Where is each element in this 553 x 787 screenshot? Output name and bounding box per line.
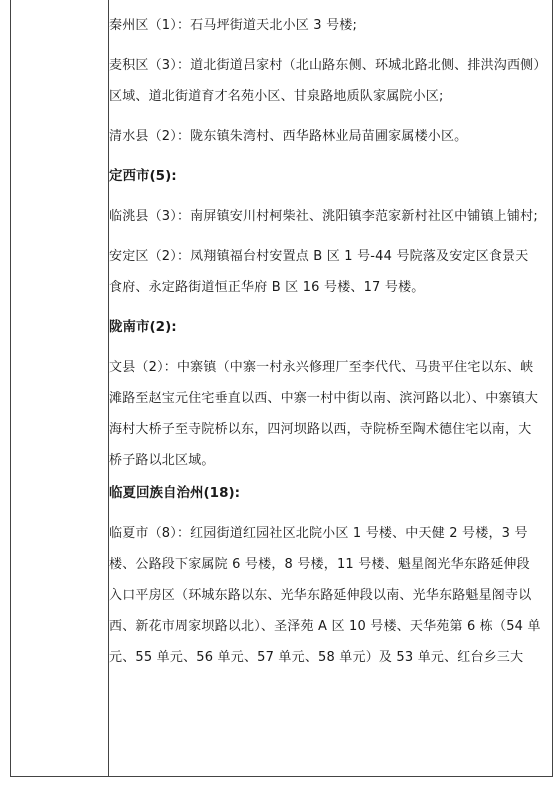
- table-content-cell: [109, 0, 541, 673]
- paragraph-maiji: 麦积区（3）：道北街道吕家村（北山路东侧、环城北路北侧、排洪沟西侧）区域、道北街道育才名苑小区、甘泉路地质队家属院小区;: [109, 58, 541, 104]
- paragraph-qinzhou: 秦州区（1）：石马坪街道天北小区 3 号楼;: [109, 18, 358, 33]
- heading-linxia-prefecture: 临夏回族自治州(18):: [109, 485, 241, 501]
- table-left-column: [11, 0, 109, 776]
- paragraph-wenxian: 文县（2）：中寨镇（中寨一村永兴修理厂至李代代、马贵平住宅以东、峡滩路至赵宝元住宅垂直以西、中寨一村中街以南、滨河路以北）、中寨镇大海村大桥子至寺院桥以东，四河坝路以西，寺院桥至陶术德住宅以南，大桥子路以北区域。: [109, 360, 539, 468]
- paragraph-linxia-city: 临夏市（8）：红园街道红园社区北院小区 1 号楼、中天健 2 号楼，3 号楼、公路段下家属院 6 号楼，8 号楼，11 号楼、魁星阁光华东路延伸段入口平房区（环城东路以东、光华东路延伸段以南、光华东路魁星阁寺以西、新花市周家坝路以北）、圣泽苑 A 区 10 号楼、天华苑第 6 栋（54 单元、55 单元、56 单元、57 单元、58 单元）及 53 单元、红台乡三大: [109, 526, 541, 665]
- heading-dingxi: 定西市(5):: [109, 168, 177, 184]
- heading-longnan: 陇南市(2):: [109, 319, 177, 335]
- paragraph-qingshui: 清水县（2）：陇东镇朱湾村、西华路林业局苗圃家属楼小区。: [109, 129, 468, 144]
- paragraph-anding: 安定区（2）：凤翔镇福台村安置点 B 区 1 号-44 号院落及安定区食景天食府、永定路街道恒正华府 B 区 16 号楼、17 号楼。: [109, 249, 529, 295]
- paragraph-lintao: 临洮县（3）：南屏镇安川村柯柴社、洮阳镇李范家新村社区中铺镇上铺村;: [109, 209, 538, 224]
